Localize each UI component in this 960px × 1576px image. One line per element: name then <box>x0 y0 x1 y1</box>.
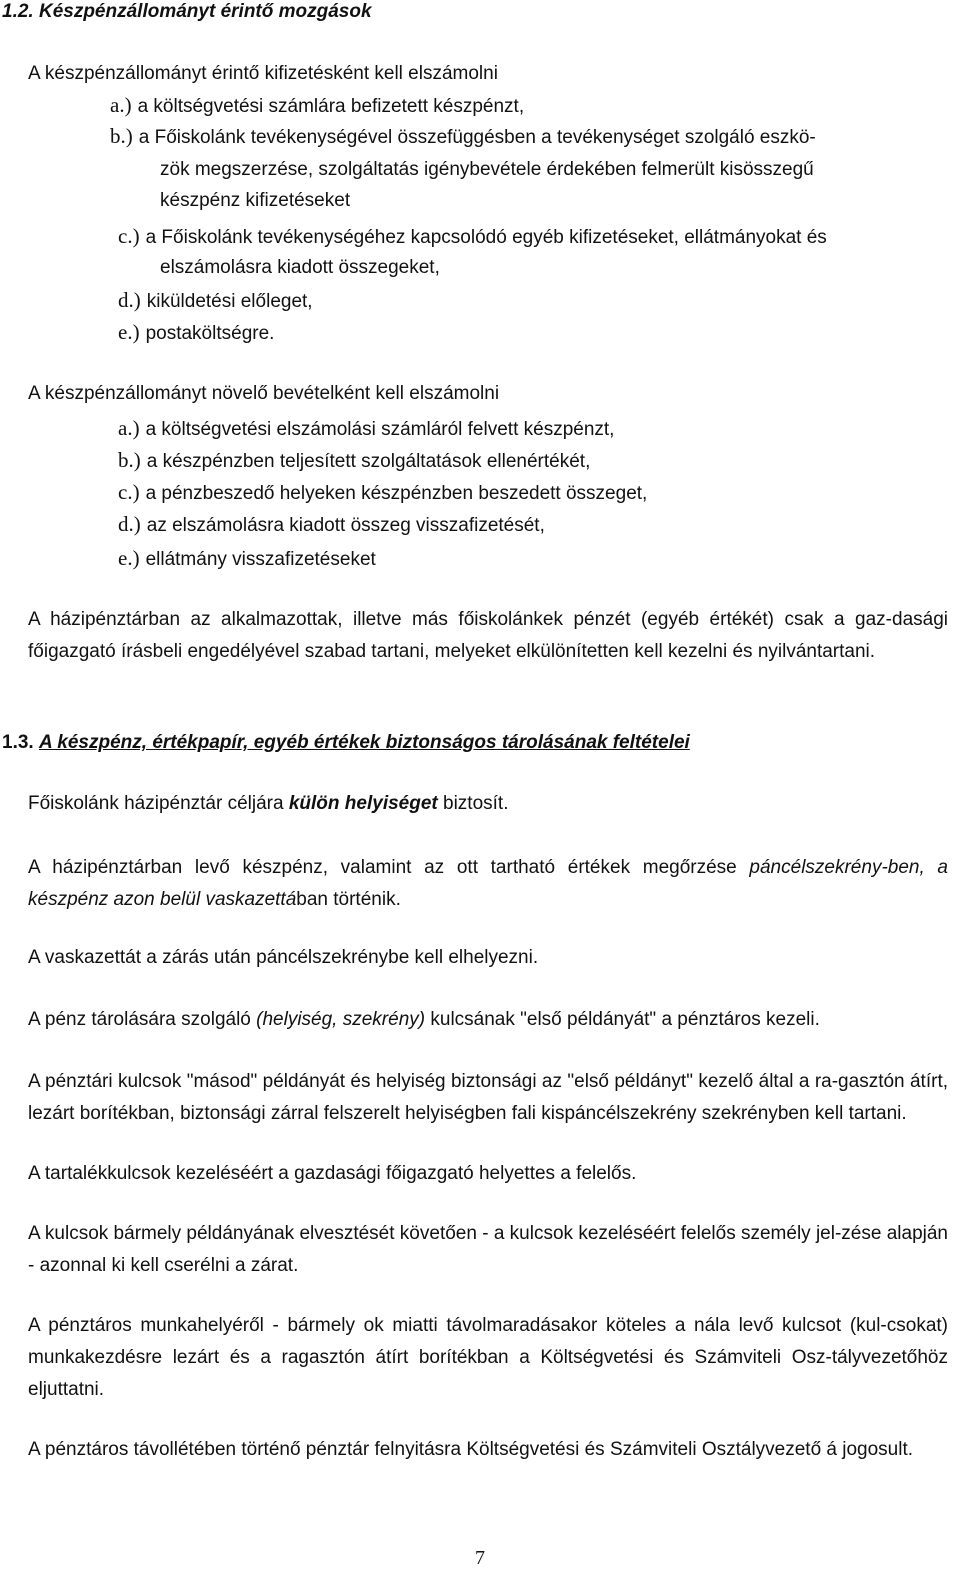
paragraph-elvesztes: A kulcsok bármely példányának elvesztését követően - a kulcsok kezeléséért felelős személy jel-zése alapján - azonnal ki kell cserélni a zárat. <box>28 1223 948 1276</box>
income-intro: A készpénzállományt növelő bevételként kell elszámolni <box>28 383 500 404</box>
list-item: c.) a Főiskolánk tevékenységéhez kapcsolódó egyéb kifizetéseket, ellátmányokat és <box>118 224 827 248</box>
list-item-continuation: elszámolásra kiadott összegeket, <box>160 257 440 278</box>
paragraph-tavollet: A pénztáros munkahelyéről - bármely ok miatti távolmaradásakor köteles a nála levő kulcsot (kul-csokat) munkakezdésre lezárt és a ragasztón átírt borítékban a Költségvetési és Számviteli Osz-tályvezetőhöz eljuttatni. <box>28 1315 948 1400</box>
paragraph-felnyitas: A pénztáros távollétében történő pénztár felnyitásra Költségvetési és Számviteli Osztályvezető á jogosult. <box>28 1439 914 1460</box>
paragraph-hazipenztar: A házipénztárban az alkalmazottak, illetve más főiskolánkek pénzét (egyéb értékét) csak a gaz-dasági főigazgató írásbeli engedélyével szabad tartani, melyeket elkülönítetten kell kezelni és nyilvántartani. <box>28 609 948 662</box>
expenses-intro: A készpénzállományt érintő kifizetésként kell elszámolni <box>28 63 498 84</box>
list-item: d.) az elszámolásra kiadott összeg visszafizetését, <box>118 512 545 536</box>
paragraph-kulcs-elso: A pénz tárolására szolgáló (helyiség, szekrény) kulcsának "első példányát" a pénztáros kezeli. <box>28 1009 820 1030</box>
list-item: b.) a Főiskolánk tevékenységével összefüggésben a tevékenységet szolgáló eszkö- <box>110 124 816 148</box>
list-item: c.) a pénzbeszedő helyeken készpénzben beszedett összeget, <box>118 480 648 504</box>
paragraph-megorzes: A házipénztárban levő készpénz, valamint az ott tartható értékek megőrzése páncélszekrény-ben, a készpénz azon belül vaskazettában történik. <box>28 857 948 910</box>
paragraph-vaskazetta: A vaskazettát a zárás után páncélszekrénybe kell elhelyezni. <box>28 947 539 968</box>
section-heading-1-3: 1.3. A készpénz, értékpapír, egyéb értékek biztonságos tárolásának feltételei <box>2 732 690 753</box>
list-item: e.) ellátmány visszafizetéseket <box>118 546 376 570</box>
list-item: b.) a készpénzben teljesített szolgáltatások ellenértékét, <box>118 448 591 472</box>
paragraph-kulcs-masod: A pénztári kulcsok "másod" példányát és helyiség biztonsági az "első példányt" kezelő által a ra-gasztón átírt, lezárt borítékban, biztonsági zárral felszerelt helyiségben fali kispáncélszekrény szekrényben kell tartani. <box>28 1071 948 1124</box>
list-item: a.) a költségvetési számlára befizetett készpénzt, <box>110 93 525 117</box>
section-heading-1-2: 1.2. Készpénzállományt érintő mozgások <box>2 1 372 22</box>
list-item: a.) a költségvetési elszámolási számláról felvett készpénzt, <box>118 416 615 440</box>
paragraph-tartalekkulcs: A tartalékkulcsok kezeléséért a gazdasági főigazgató helyettes a felelős. <box>28 1163 637 1184</box>
paragraph-helyiseg: Főiskolánk házipénztár céljára külön helyiséget biztosít. <box>28 793 509 814</box>
list-item: e.) postaköltségre. <box>118 320 275 344</box>
list-item-continuation: zök megszerzése, szolgáltatás igénybevétele érdekében felmerült kisösszegű <box>160 159 814 180</box>
page-number: 7 <box>475 1547 485 1569</box>
list-item-continuation: készpénz kifizetéseket <box>160 190 351 211</box>
list-item: d.) kiküldetési előleget, <box>118 288 313 312</box>
